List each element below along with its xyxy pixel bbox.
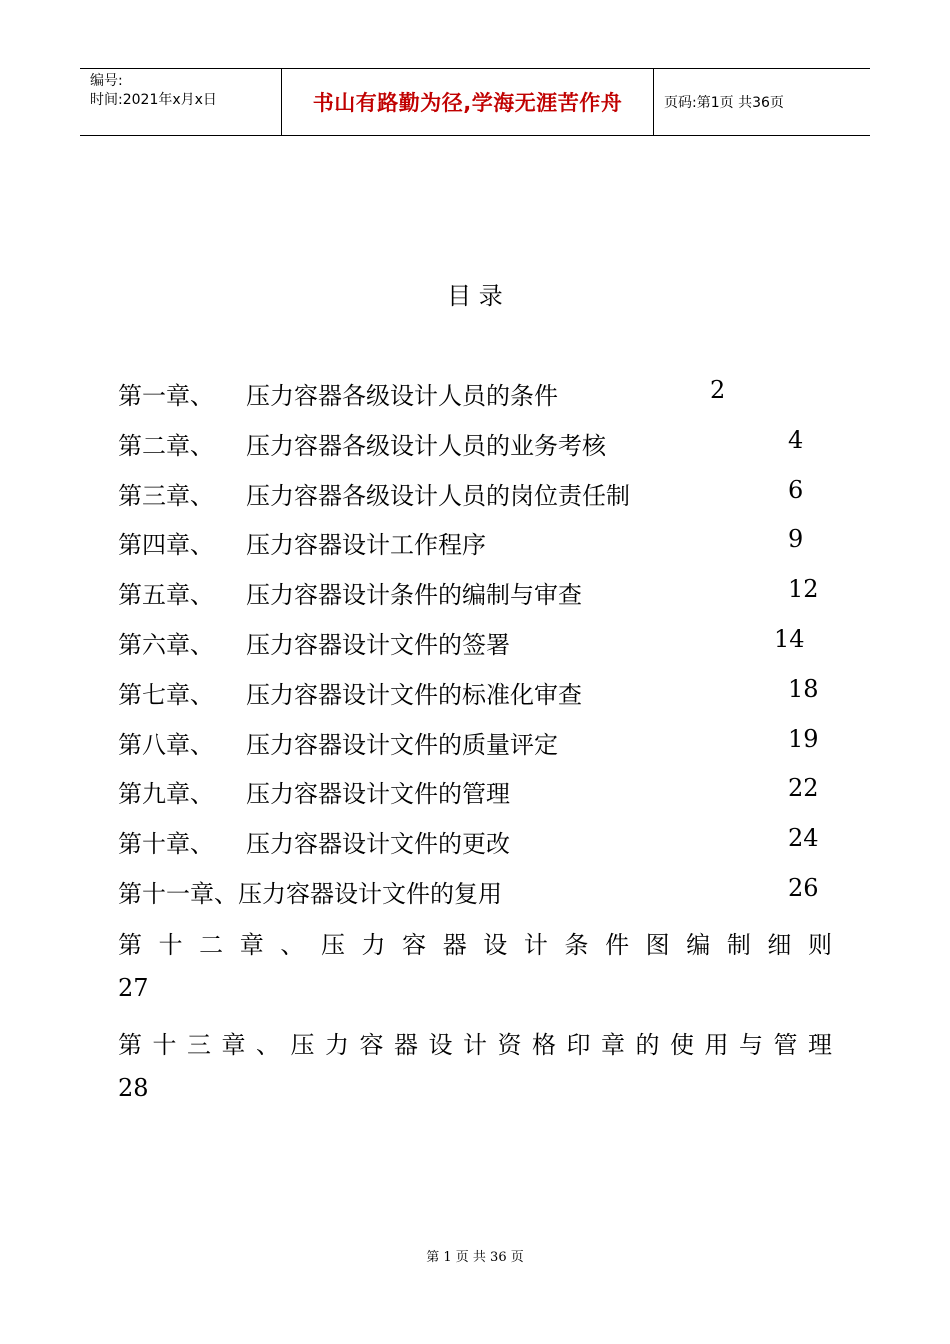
toc-page-number: 12 bbox=[788, 575, 819, 603]
toc-chapter: 第七章、 bbox=[118, 681, 214, 709]
document-time-label: 时间:2021年x月x日 bbox=[90, 92, 217, 108]
toc-entry-title: 压 力 容 器 设 计 条 件 图 编 制 细 则 bbox=[320, 931, 833, 959]
toc-page-number: 19 bbox=[788, 725, 819, 753]
toc-page-number: 6 bbox=[788, 476, 804, 504]
toc-entry-8[interactable] bbox=[118, 725, 819, 760]
toc-page-number-12: 27 bbox=[118, 974, 149, 1002]
toc-page-number: 4 bbox=[788, 426, 804, 454]
toc-entry-title: 压力容器设计文件的复用 bbox=[238, 880, 502, 908]
toc-chapter: 第四章、 bbox=[118, 531, 214, 559]
toc-entry-title: 压力容器设计条件的编制与审查 bbox=[246, 581, 582, 609]
toc-chapter: 第五章、 bbox=[118, 581, 214, 609]
toc-entry-title: 压力容器设计文件的签署 bbox=[246, 631, 510, 659]
header-page-info: 页码:第1页 共36页 bbox=[664, 95, 784, 111]
toc-entry-title: 压力容器各级设计人员的业务考核 bbox=[246, 432, 606, 460]
toc-entry-13[interactable] bbox=[118, 1025, 832, 1060]
toc-entry-1[interactable] bbox=[118, 376, 726, 411]
toc-chapter: 第九章、 bbox=[118, 780, 214, 808]
toc-entry-9[interactable] bbox=[118, 774, 819, 809]
toc-chapter: 第二章、 bbox=[118, 432, 214, 460]
toc-page-number: 22 bbox=[788, 774, 819, 802]
toc-page-number-13: 28 bbox=[118, 1074, 149, 1102]
toc-entry-2[interactable] bbox=[118, 426, 804, 461]
toc-page-number: 9 bbox=[788, 525, 804, 553]
toc-chapter: 第 十 二 章 、 bbox=[118, 931, 309, 959]
toc-chapter: 第十一章、 bbox=[118, 880, 238, 908]
toc-entry-11[interactable] bbox=[118, 874, 819, 909]
toc-chapter: 第三章、 bbox=[118, 482, 214, 510]
toc-entry-12[interactable] bbox=[118, 925, 832, 960]
toc-page-number: 2 bbox=[710, 376, 726, 404]
toc-chapter: 第十章、 bbox=[118, 830, 214, 858]
toc-title: 目 录 bbox=[447, 282, 503, 310]
toc-chapter: 第 十 三 章 、 bbox=[118, 1031, 282, 1059]
toc-entry-7[interactable] bbox=[118, 675, 819, 710]
page-footer: 第 1 页 共 36 页 bbox=[426, 1250, 524, 1265]
toc-page-number: 14 bbox=[774, 625, 805, 653]
toc-entry-title: 压力容器各级设计人员的岗位责任制 bbox=[246, 482, 630, 510]
toc-page-number: 18 bbox=[788, 675, 819, 703]
toc-entry-6[interactable] bbox=[118, 625, 805, 660]
toc-entry-10[interactable] bbox=[118, 824, 819, 859]
header-motto: 书山有路勤为径,学海无涯苦作舟 bbox=[312, 91, 623, 115]
toc-entry-title: 压 力 容 器 设 计 资 格 印 章 的 使 用 与 管 理 bbox=[290, 1031, 833, 1059]
toc-page-number: 24 bbox=[788, 824, 819, 852]
toc-entry-title: 压力容器设计文件的管理 bbox=[246, 780, 510, 808]
document-number-label: 编号: bbox=[90, 73, 123, 89]
toc-entry-5[interactable] bbox=[118, 575, 819, 610]
toc-entry-title: 压力容器各级设计人员的条件 bbox=[246, 382, 558, 410]
toc-chapter: 第八章、 bbox=[118, 731, 214, 759]
toc-chapter: 第一章、 bbox=[118, 382, 214, 410]
toc-entry-4[interactable] bbox=[118, 525, 804, 560]
toc-page-number: 26 bbox=[788, 874, 819, 902]
toc-chapter: 第六章、 bbox=[118, 631, 214, 659]
toc-entry-title: 压力容器设计文件的质量评定 bbox=[246, 731, 558, 759]
toc-entry-3[interactable] bbox=[118, 476, 804, 511]
toc-entry-title: 压力容器设计工作程序 bbox=[246, 531, 486, 559]
toc-entry-title: 压力容器设计文件的更改 bbox=[246, 830, 510, 858]
toc-entry-title: 压力容器设计文件的标准化审查 bbox=[246, 681, 582, 709]
